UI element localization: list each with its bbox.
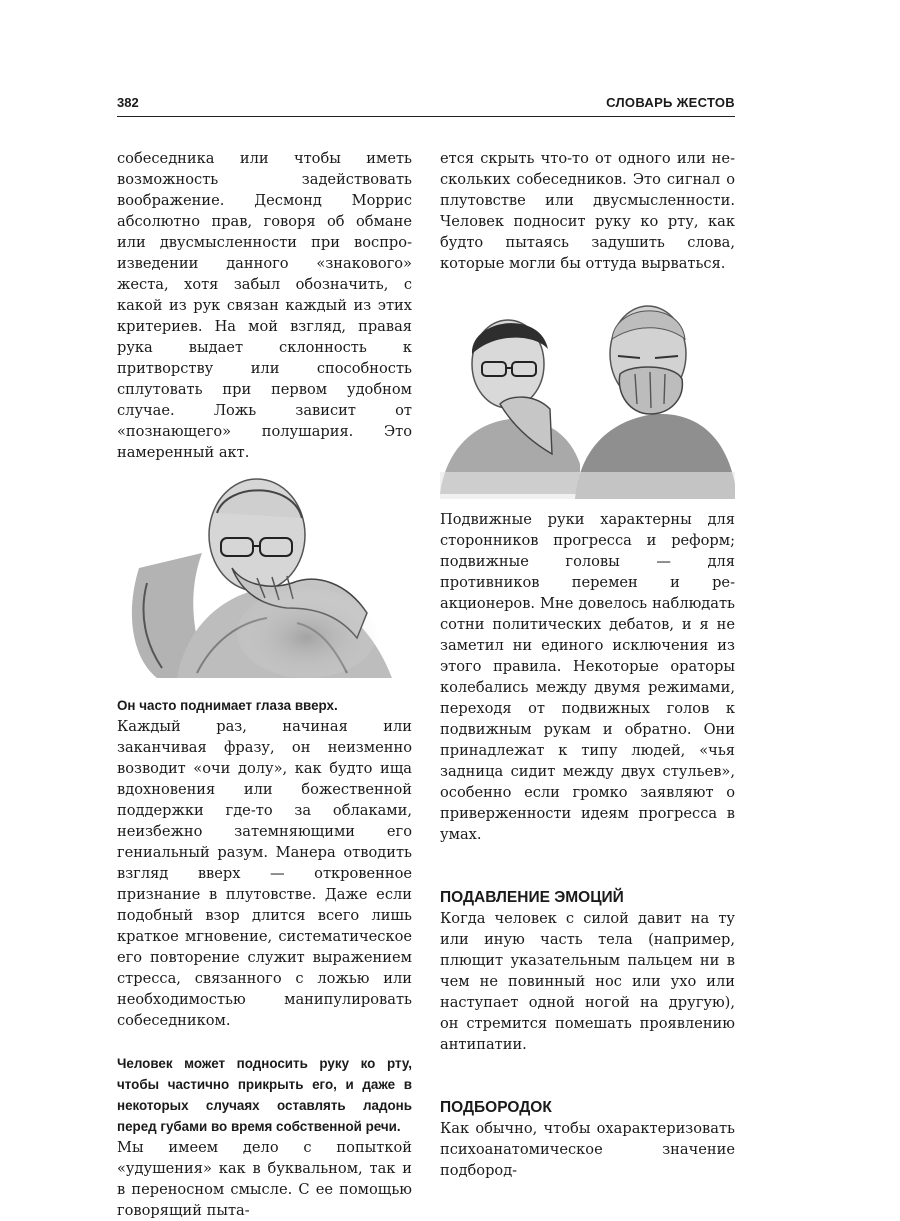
body-paragraph: Как обычно, чтобы охарактеризовать психоанатомическое значение подбород- — [440, 1120, 735, 1179]
page-number: 382 — [117, 95, 139, 110]
old-man-hand-on-mouth-illustration — [117, 473, 412, 683]
illustration-caption: Он часто поднимает глаза вверх. — [117, 698, 338, 713]
body-paragraph: Каждый раз, начиная или заканчивая фразу, он неизменно возводит «очи долу», как будто ища вдохновения или божественной поддержки где-то за облаками, неизбежно затемняющими его гениальный разум. Манера отводить взгляд вверх — откровенное признание в плутовстве. Даже если подобный взор длится всего лишь краткое мгновение, систематическое его повторение служит выражением стресса, связанного с ложью или необходимостью манипулировать собеседником. — [117, 718, 412, 1029]
body-paragraph: Мы имеем дело с попыткой «удушения» как в буквальном, так и в переносном смысле. С ее помощью говорящий пыта- — [117, 1139, 412, 1219]
section-title: ПОДБОРОДОК — [440, 1099, 552, 1116]
running-header — [117, 94, 735, 117]
body-paragraph: Подвижные руки характерны для сторонников прогресса и реформ; подвижные головы — для противников перемен и реакционеров. Мне довелось наблюдать сотни политических дебатов, и я не заметил ни единого исключения из этого правила. Некоторые ораторы колебались между двумя режимами, переходя от подвижных голов к подвижным рукам и обратно. Они принадлежат к типу людей, «чья задница сидит между двух стульев», особенно если громко заявляют о приверженности идеям прогресса в умах. — [440, 511, 735, 843]
section-title: ПОДАВЛЕНИЕ ЭМОЦИЙ — [440, 889, 624, 906]
running-title: СЛОВАРЬ ЖЕСТОВ — [606, 95, 735, 110]
body-paragraph: ется скрыть что-то от одного или нескольких собеседников. Это сигнал о плутовстве или двусмысленности. Человек подносит руку ко рту, как будто пытаясь задушить слова, которые могли бы оттуда вырваться. — [440, 150, 735, 272]
illustration-caption: Человек может подносить руку ко рту, чтобы частично прикрыть его, и даже в некоторых случаях оставлять ладонь перед губами во время собственной речи. — [117, 1056, 412, 1134]
left-column — [117, 148, 412, 1221]
two-men-hands-on-faces-illustration — [440, 294, 735, 499]
right-column — [440, 148, 735, 1181]
body-paragraph: собеседника или чтобы иметь возможность задействовать воображение. Десмонд Моррис абсолютно прав, говоря об обмане или двусмысленности при воспроизведении данного «знакового» жеста, хотя забыл обозначить, с какой из рук связан каждый из этих критериев. На мой взгляд, правая рука выдает склонность к притворству или способность сплутовать при первом удобном случае. Ложь зависит от «познающего» полушария. Это намеренный акт. — [117, 150, 412, 461]
body-paragraph: Когда человек с силой давит на ту или иную часть тела (например, плющит указательным пальцем ни в чем не повинный нос или ухо или наступает одной ногой на другую), он стремится помешать проявлению антипатии. — [440, 910, 735, 1053]
